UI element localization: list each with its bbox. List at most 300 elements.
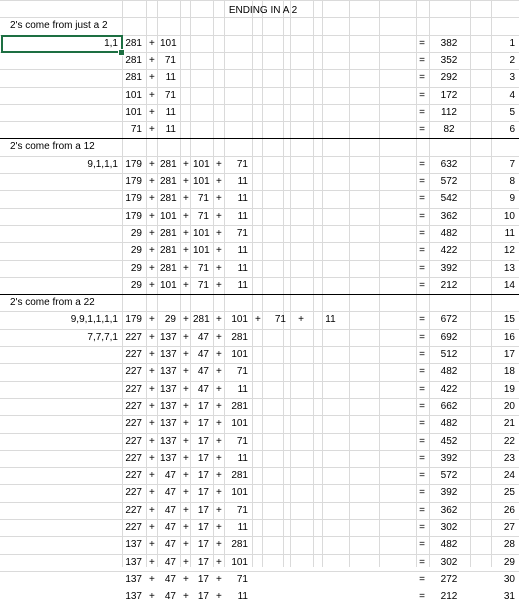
addend-cell[interactable]: 71 [197, 210, 209, 222]
addend-cell[interactable]: 11 [237, 210, 248, 222]
plus-operator-cell[interactable]: + [183, 470, 189, 482]
result-cell[interactable]: 382 [440, 37, 458, 49]
addend-cell[interactable]: 47 [164, 556, 176, 568]
plus-operator-cell[interactable]: + [149, 470, 155, 482]
equals-cell[interactable]: = [419, 418, 425, 430]
plus-operator-cell[interactable]: + [149, 54, 155, 66]
plus-operator-cell[interactable]: + [183, 591, 189, 603]
index-cell[interactable]: 18 [503, 366, 515, 378]
addend-cell[interactable]: 281 [231, 400, 248, 412]
addend-cell[interactable]: 101 [193, 158, 210, 170]
plus-operator-cell[interactable]: + [216, 349, 222, 360]
addend-cell[interactable]: 47 [164, 522, 176, 533]
row-group-label[interactable]: 1,1 [104, 37, 118, 49]
index-cell[interactable]: 19 [503, 383, 515, 395]
addend-cell[interactable]: 11 [237, 176, 248, 187]
plus-operator-cell[interactable]: + [149, 573, 155, 585]
addend-cell[interactable]: 179 [125, 158, 142, 170]
result-cell[interactable]: 572 [440, 470, 458, 482]
result-cell[interactable]: 352 [440, 54, 458, 66]
equals-cell[interactable]: = [419, 504, 425, 516]
addend-cell[interactable]: 17 [197, 400, 209, 412]
addend-cell[interactable]: 29 [130, 262, 142, 274]
addend-cell[interactable]: 47 [164, 487, 176, 499]
addend-cell[interactable]: 179 [125, 210, 142, 222]
addend-cell[interactable]: 17 [197, 504, 209, 516]
index-cell[interactable]: 5 [509, 106, 515, 118]
plus-operator-cell[interactable]: + [183, 418, 189, 430]
plus-operator-cell[interactable]: + [149, 37, 155, 49]
addend-cell[interactable]: 47 [164, 470, 176, 482]
addend-cell[interactable]: 101 [125, 106, 142, 118]
addend-cell[interactable]: 17 [197, 556, 209, 568]
addend-cell[interactable]: 101 [160, 37, 177, 49]
index-cell[interactable]: 25 [503, 487, 515, 499]
section-heading: 2's come from a 22 [10, 297, 95, 309]
addend-cell[interactable]: 71 [236, 158, 248, 170]
result-cell[interactable]: 172 [440, 89, 458, 101]
addend-cell[interactable]: 47 [197, 366, 209, 378]
addend-cell[interactable]: 101 [160, 279, 177, 291]
index-cell[interactable]: 28 [503, 539, 515, 551]
addend-cell[interactable]: 17 [197, 522, 209, 533]
addend-cell[interactable]: 101 [193, 245, 210, 257]
addend-cell[interactable]: 29 [130, 227, 142, 239]
equals-cell[interactable]: = [419, 314, 425, 326]
addend-cell[interactable]: 11 [237, 591, 248, 603]
addend-cell[interactable]: 227 [125, 366, 142, 378]
row-group-label[interactable]: 9,1,1,1 [87, 158, 118, 170]
result-cell[interactable]: 692 [440, 331, 458, 343]
addend-cell[interactable]: 227 [125, 452, 142, 464]
addend-cell[interactable]: 227 [125, 522, 142, 533]
addend-cell[interactable]: 101 [193, 176, 210, 187]
addend-cell[interactable]: 71 [130, 124, 142, 136]
addend-cell[interactable]: 137 [160, 349, 177, 360]
plus-operator-cell[interactable]: + [216, 504, 222, 516]
addend-cell[interactable]: 17 [197, 591, 209, 603]
result-cell[interactable]: 302 [440, 522, 458, 533]
addend-cell[interactable]: 11 [237, 522, 248, 533]
result-cell[interactable]: 662 [440, 400, 458, 412]
plus-operator-cell[interactable]: + [216, 158, 222, 170]
equals-cell[interactable]: = [419, 400, 425, 412]
index-cell[interactable]: 26 [503, 504, 515, 516]
addend-cell[interactable]: 17 [197, 452, 209, 464]
addend-cell[interactable]: 281 [160, 158, 177, 170]
plus-operator-cell[interactable]: + [149, 210, 155, 222]
addend-cell[interactable]: 47 [197, 331, 209, 343]
index-cell[interactable]: 15 [503, 314, 515, 326]
plus-operator-cell[interactable]: + [183, 176, 189, 187]
plus-operator-cell[interactable]: + [149, 314, 155, 326]
addend-cell[interactable]: 281 [231, 470, 248, 482]
addend-cell[interactable]: 281 [160, 227, 177, 239]
plus-operator-cell[interactable]: + [216, 331, 222, 343]
plus-operator-cell[interactable]: + [149, 331, 155, 343]
addend-cell[interactable]: 281 [193, 314, 210, 326]
plus-operator-cell[interactable]: + [149, 383, 155, 395]
plus-operator-cell[interactable]: + [216, 418, 222, 430]
plus-operator-cell[interactable]: + [216, 452, 222, 464]
plus-operator-cell[interactable]: + [149, 158, 155, 170]
index-cell[interactable]: 16 [503, 331, 515, 343]
equals-cell[interactable]: = [419, 383, 425, 395]
addend-cell[interactable]: 17 [197, 487, 209, 499]
addend-cell[interactable]: 101 [231, 349, 248, 360]
addend-cell[interactable]: 281 [231, 539, 248, 551]
plus-operator-cell[interactable]: + [183, 279, 189, 291]
equals-cell[interactable]: = [419, 176, 425, 187]
index-cell[interactable]: 23 [503, 452, 515, 464]
plus-operator-cell[interactable]: + [183, 262, 189, 274]
plus-operator-cell[interactable]: + [216, 470, 222, 482]
plus-operator-cell[interactable]: + [149, 366, 155, 378]
equals-cell[interactable]: = [419, 245, 425, 257]
result-cell[interactable]: 302 [440, 556, 458, 568]
addend-cell[interactable]: 281 [231, 331, 248, 343]
plus-operator-cell[interactable]: + [216, 591, 222, 603]
plus-operator-cell[interactable]: + [216, 539, 222, 551]
addend-cell[interactable]: 11 [325, 314, 336, 326]
plus-operator-cell[interactable]: + [216, 522, 222, 533]
plus-operator-cell[interactable]: + [183, 193, 189, 205]
plus-operator-cell[interactable]: + [183, 158, 189, 170]
result-cell[interactable]: 112 [441, 106, 457, 118]
result-cell[interactable]: 452 [440, 435, 458, 447]
plus-operator-cell[interactable]: + [216, 383, 222, 395]
addend-cell[interactable]: 227 [125, 470, 142, 482]
equals-cell[interactable]: = [419, 106, 425, 118]
plus-operator-cell[interactable]: + [183, 573, 189, 585]
addend-cell[interactable]: 281 [160, 245, 177, 257]
selected-cell[interactable] [1, 35, 123, 53]
plus-operator-cell[interactable]: + [183, 487, 189, 499]
addend-cell[interactable]: 281 [125, 72, 142, 84]
result-cell[interactable]: 212 [440, 279, 458, 291]
addend-cell[interactable]: 71 [274, 314, 286, 326]
plus-operator-cell[interactable]: + [183, 366, 189, 378]
index-cell[interactable]: 24 [503, 470, 515, 482]
plus-operator-cell[interactable]: + [216, 193, 222, 205]
addend-cell[interactable]: 17 [197, 573, 209, 585]
plus-operator-cell[interactable]: + [149, 106, 155, 118]
plus-operator-cell[interactable]: + [183, 556, 189, 568]
addend-cell[interactable]: 137 [160, 366, 177, 378]
result-cell[interactable]: 672 [440, 314, 458, 326]
addend-cell[interactable]: 101 [160, 210, 177, 222]
addend-cell[interactable]: 137 [125, 591, 142, 603]
plus-operator-cell[interactable]: + [216, 435, 222, 447]
index-cell[interactable]: 17 [503, 349, 515, 360]
plus-operator-cell[interactable]: + [183, 245, 189, 257]
index-cell[interactable]: 14 [503, 279, 515, 291]
plus-operator-cell[interactable]: + [216, 573, 222, 585]
index-cell[interactable]: 21 [503, 418, 515, 430]
equals-cell[interactable]: = [419, 522, 425, 533]
equals-cell[interactable]: = [419, 210, 425, 222]
index-cell[interactable]: 10 [503, 210, 515, 222]
index-cell[interactable]: 30 [503, 573, 515, 585]
addend-cell[interactable]: 137 [160, 400, 177, 412]
equals-cell[interactable]: = [419, 556, 425, 568]
addend-cell[interactable]: 71 [197, 279, 209, 291]
addend-cell[interactable]: 71 [164, 89, 176, 101]
addend-cell[interactable]: 137 [160, 452, 177, 464]
plus-operator-cell[interactable]: + [216, 487, 222, 499]
result-cell[interactable]: 572 [440, 176, 458, 187]
addend-cell[interactable]: 227 [125, 349, 142, 360]
addend-cell[interactable]: 101 [231, 487, 248, 499]
addend-cell[interactable]: 101 [193, 227, 210, 239]
addend-cell[interactable]: 281 [125, 54, 142, 66]
index-cell[interactable]: 2 [509, 54, 515, 66]
plus-operator-cell[interactable]: + [216, 314, 222, 326]
equals-cell[interactable]: = [419, 158, 425, 170]
equals-cell[interactable]: = [419, 366, 425, 378]
result-cell[interactable]: 392 [440, 262, 458, 274]
addend-cell[interactable]: 11 [165, 124, 176, 136]
addend-cell[interactable]: 227 [125, 331, 142, 343]
plus-operator-cell[interactable]: + [183, 539, 189, 551]
plus-operator-cell[interactable]: + [298, 314, 304, 326]
plus-operator-cell[interactable]: + [149, 279, 155, 291]
result-cell[interactable]: 272 [440, 573, 458, 585]
addend-cell[interactable]: 179 [125, 176, 142, 187]
addend-cell[interactable]: 137 [160, 435, 177, 447]
index-cell[interactable]: 1 [509, 37, 515, 49]
plus-operator-cell[interactable]: + [183, 452, 189, 464]
addend-cell[interactable]: 227 [125, 418, 142, 430]
plus-operator-cell[interactable]: + [216, 279, 222, 291]
addend-cell[interactable]: 11 [237, 279, 248, 291]
plus-operator-cell[interactable]: + [183, 210, 189, 222]
plus-operator-cell[interactable]: + [149, 591, 155, 603]
addend-cell[interactable]: 281 [160, 176, 177, 187]
index-cell[interactable]: 9 [509, 193, 515, 205]
plus-operator-cell[interactable]: + [183, 349, 189, 360]
result-cell[interactable]: 392 [440, 452, 458, 464]
addend-cell[interactable]: 227 [125, 383, 142, 395]
result-cell[interactable]: 482 [440, 227, 458, 239]
equals-cell[interactable]: = [419, 262, 425, 274]
plus-operator-cell[interactable]: + [216, 227, 222, 239]
index-cell[interactable]: 29 [503, 556, 515, 568]
plus-operator-cell[interactable]: + [149, 72, 155, 84]
addend-cell[interactable]: 281 [160, 262, 177, 274]
addend-cell[interactable]: 71 [236, 573, 248, 585]
equals-cell[interactable]: = [419, 54, 425, 66]
addend-cell[interactable]: 29 [130, 279, 142, 291]
plus-operator-cell[interactable]: + [149, 89, 155, 101]
addend-cell[interactable]: 47 [164, 504, 176, 516]
addend-cell[interactable]: 71 [197, 262, 209, 274]
addend-cell[interactable]: 47 [164, 573, 176, 585]
plus-operator-cell[interactable]: + [149, 418, 155, 430]
plus-operator-cell[interactable]: + [183, 400, 189, 412]
row-group-label[interactable]: 9,9,1,1,1,1 [70, 314, 118, 326]
addend-cell[interactable]: 11 [165, 72, 176, 84]
addend-cell[interactable]: 71 [197, 193, 209, 205]
equals-cell[interactable]: = [419, 193, 425, 205]
plus-operator-cell[interactable]: + [149, 400, 155, 412]
addend-cell[interactable]: 137 [160, 383, 177, 395]
addend-cell[interactable]: 29 [164, 314, 176, 326]
result-cell[interactable]: 542 [440, 193, 458, 205]
result-cell[interactable]: 362 [440, 210, 458, 222]
plus-operator-cell[interactable]: + [183, 331, 189, 343]
addend-cell[interactable]: 137 [125, 573, 142, 585]
plus-operator-cell[interactable]: + [216, 176, 222, 187]
addend-cell[interactable]: 47 [197, 349, 209, 360]
section-heading: 2's come from a 12 [10, 141, 95, 153]
addend-cell[interactable]: 137 [160, 418, 177, 430]
addend-cell[interactable]: 137 [125, 539, 142, 551]
result-cell[interactable]: 212 [440, 591, 458, 603]
plus-operator-cell[interactable]: + [149, 504, 155, 516]
addend-cell[interactable]: 227 [125, 504, 142, 516]
result-cell[interactable]: 422 [440, 383, 458, 395]
addend-cell[interactable]: 227 [125, 487, 142, 499]
equals-cell[interactable]: = [419, 89, 425, 101]
section-heading: 2's come from just a 2 [10, 20, 108, 32]
addend-cell[interactable]: 17 [197, 435, 209, 447]
result-cell[interactable]: 362 [440, 504, 458, 516]
plus-operator-cell[interactable]: + [183, 314, 189, 326]
equals-cell[interactable]: = [419, 227, 425, 239]
addend-cell[interactable]: 17 [197, 418, 209, 430]
index-cell[interactable]: 31 [503, 591, 515, 603]
addend-cell[interactable]: 281 [160, 193, 177, 205]
plus-operator-cell[interactable]: + [216, 556, 222, 568]
addend-cell[interactable]: 11 [237, 245, 248, 257]
addend-cell[interactable]: 11 [165, 106, 176, 118]
equals-cell[interactable]: = [419, 331, 425, 343]
column-gridline [224, 0, 225, 567]
addend-cell[interactable]: 11 [237, 452, 248, 464]
plus-operator-cell[interactable]: + [149, 227, 155, 239]
addend-cell[interactable]: 71 [164, 54, 176, 66]
addend-cell[interactable]: 47 [164, 539, 176, 551]
addend-cell[interactable]: 101 [231, 556, 248, 568]
plus-operator-cell[interactable]: + [149, 435, 155, 447]
plus-operator-cell[interactable]: + [149, 245, 155, 257]
plus-operator-cell[interactable]: + [183, 227, 189, 239]
addend-cell[interactable]: 227 [125, 435, 142, 447]
addend-cell[interactable]: 227 [125, 400, 142, 412]
addend-cell[interactable]: 101 [231, 418, 248, 430]
addend-cell[interactable]: 281 [125, 37, 142, 49]
plus-operator-cell[interactable]: + [149, 176, 155, 187]
result-cell[interactable]: 632 [440, 158, 458, 170]
plus-operator-cell[interactable]: + [149, 556, 155, 568]
addend-cell[interactable]: 71 [236, 504, 248, 516]
addend-cell[interactable]: 71 [236, 366, 248, 378]
equals-cell[interactable]: = [419, 487, 425, 499]
plus-operator-cell[interactable]: + [216, 400, 222, 412]
result-cell[interactable]: 422 [440, 245, 458, 257]
equals-cell[interactable]: = [419, 452, 425, 464]
addend-cell[interactable]: 29 [130, 245, 142, 257]
plus-operator-cell[interactable]: + [149, 262, 155, 274]
row-group-label[interactable]: 7,7,7,1 [87, 331, 118, 343]
addend-cell[interactable]: 11 [237, 262, 248, 274]
result-cell[interactable]: 292 [440, 72, 458, 84]
equals-cell[interactable]: = [419, 124, 425, 136]
plus-operator-cell[interactable]: + [149, 349, 155, 360]
plus-operator-cell[interactable]: + [149, 193, 155, 205]
plus-operator-cell[interactable]: + [216, 210, 222, 222]
result-cell[interactable]: 82 [443, 124, 455, 136]
index-cell[interactable]: 13 [503, 262, 515, 274]
plus-operator-cell[interactable]: + [149, 522, 155, 533]
equals-cell[interactable]: = [419, 279, 425, 291]
plus-operator-cell[interactable]: + [183, 504, 189, 516]
equals-cell[interactable]: = [419, 573, 425, 585]
result-cell[interactable]: 482 [440, 418, 458, 430]
index-cell[interactable]: 3 [509, 72, 515, 84]
fill-handle[interactable] [118, 49, 125, 56]
plus-operator-cell[interactable]: + [216, 245, 222, 257]
index-cell[interactable]: 11 [504, 227, 515, 239]
index-cell[interactable]: 7 [509, 158, 515, 170]
plus-operator-cell[interactable]: + [149, 539, 155, 551]
addend-cell[interactable]: 11 [237, 383, 248, 395]
index-cell[interactable]: 20 [503, 400, 515, 412]
plus-operator-cell[interactable]: + [183, 522, 189, 533]
addend-cell[interactable]: 137 [160, 331, 177, 343]
plus-operator-cell[interactable]: + [255, 314, 261, 326]
addend-cell[interactable]: 17 [197, 470, 209, 482]
addend-cell[interactable]: 101 [125, 89, 142, 101]
addend-cell[interactable]: 179 [125, 314, 142, 326]
addend-cell[interactable]: 47 [164, 591, 176, 603]
addend-cell[interactable]: 179 [125, 193, 142, 205]
index-cell[interactable]: 22 [503, 435, 515, 447]
addend-cell[interactable]: 101 [231, 314, 248, 326]
index-cell[interactable]: 4 [509, 89, 515, 101]
plus-operator-cell[interactable]: + [149, 124, 155, 136]
equals-cell[interactable]: = [419, 591, 425, 603]
plus-operator-cell[interactable]: + [149, 452, 155, 464]
index-cell[interactable]: 12 [503, 245, 515, 257]
result-cell[interactable]: 392 [440, 487, 458, 499]
index-cell[interactable]: 6 [509, 124, 515, 136]
equals-cell[interactable]: = [419, 349, 425, 360]
equals-cell[interactable]: = [419, 435, 425, 447]
addend-cell[interactable]: 71 [236, 435, 248, 447]
addend-cell[interactable]: 47 [197, 383, 209, 395]
plus-operator-cell[interactable]: + [183, 435, 189, 447]
addend-cell[interactable]: 11 [237, 193, 248, 205]
equals-cell[interactable]: = [419, 72, 425, 84]
equals-cell[interactable]: = [419, 470, 425, 482]
plus-operator-cell[interactable]: + [216, 366, 222, 378]
plus-operator-cell[interactable]: + [183, 383, 189, 395]
index-cell[interactable]: 8 [509, 176, 515, 187]
addend-cell[interactable]: 71 [236, 227, 248, 239]
addend-cell[interactable]: 137 [125, 556, 142, 568]
plus-operator-cell[interactable]: + [149, 487, 155, 499]
result-cell[interactable]: 512 [440, 349, 458, 360]
addend-cell[interactable]: 17 [197, 539, 209, 551]
equals-cell[interactable]: = [419, 539, 425, 551]
plus-operator-cell[interactable]: + [216, 262, 222, 274]
index-cell[interactable]: 27 [503, 522, 515, 533]
equals-cell[interactable]: = [419, 37, 425, 49]
result-cell[interactable]: 482 [440, 539, 458, 551]
result-cell[interactable]: 482 [440, 366, 458, 378]
